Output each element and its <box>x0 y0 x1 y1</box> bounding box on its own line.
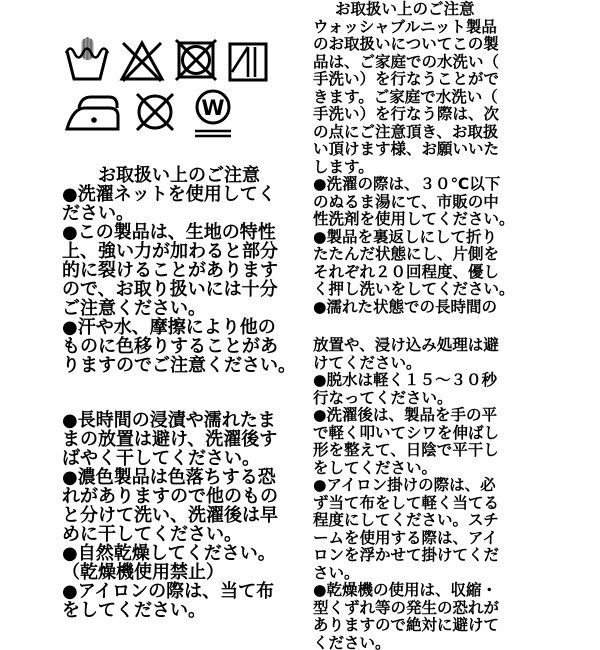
text-line: りますのでご注意ください。 <box>62 355 296 376</box>
text-line: ●洗濯の際は、３０℃以下 <box>313 175 501 193</box>
text-line: それぞれ２０回程度、優し <box>313 262 500 281</box>
text-line: ください。 <box>313 633 391 650</box>
do-not-tumble-dry-icon <box>174 36 218 84</box>
text-line: ●洗濯後は、製品を手の平 <box>313 406 498 424</box>
text-line: ご注意ください。 <box>62 298 206 319</box>
care-symbols-row-2 <box>64 88 269 138</box>
text-line: ありますので絶対に避けて <box>313 616 500 634</box>
text-line: 型くずれ等の発生の恐れが <box>313 598 500 617</box>
text-line: 手洗い）を行なう際は、次 <box>313 105 500 123</box>
text-line: のぬるま湯にて、市販の中 <box>313 192 499 211</box>
wet-cleaning-letter: W <box>201 96 225 120</box>
text-line: ●製品を裏返しにして折り <box>313 227 498 246</box>
text-line: ださい。 <box>62 203 134 224</box>
text-line: と分けて洗い、洗濯後は早 <box>62 505 278 526</box>
hand-wash-icon <box>64 36 110 84</box>
text-line: ームを使用する際は、アイ <box>313 528 498 547</box>
text-line: 性洗剤を使用してください。 <box>313 210 515 228</box>
text-line: で軽く叩いてシワを伸ばし <box>313 423 500 442</box>
do-not-dry-clean-icon <box>131 88 179 136</box>
text-line: く押し洗いをしてください。 <box>313 280 515 298</box>
left-column-block-1 <box>62 166 300 375</box>
care-symbols <box>64 36 269 138</box>
text-line: めに干してください。 <box>62 524 242 545</box>
care-symbols-row-1 <box>64 36 269 86</box>
text-line: 行なってください。 <box>313 388 453 407</box>
text-line: ●長時間の浸漬や濡れたま <box>62 410 276 431</box>
text-line: ●アイロンの際は、当て布 <box>62 581 275 602</box>
text-line: 手洗い）を行なうことがで <box>313 70 500 88</box>
drip-dry-in-shade-icon <box>227 36 269 84</box>
text-line: の点にご注意頂き、お取扱 <box>313 122 499 141</box>
text-line: ●濡れた状態での長時間の <box>313 297 498 316</box>
right-column-block-1 <box>313 1 535 316</box>
text-line: ●この製品は、生地の特性 <box>62 222 276 243</box>
left-column-heading: お取扱い上のご注意 <box>98 165 260 186</box>
text-line: ●アイロン掛けの際は、必 <box>313 476 496 494</box>
text-line: ●脱水は軽く１５～３０秒 <box>313 371 498 389</box>
text-line: します。 <box>313 157 374 176</box>
left-column-text-1 <box>62 185 300 375</box>
text-line: けてください。 <box>313 353 422 372</box>
text-line: をしてください。 <box>62 600 206 621</box>
do-not-bleach-icon <box>119 36 165 84</box>
right-column-block-2 <box>313 337 535 650</box>
text-line: ロンを浮かせて掛けてくだ <box>313 546 500 564</box>
text-line: ●乾燥機の使用は、収縮・ <box>313 581 498 599</box>
right-column-text-1 <box>313 19 535 317</box>
text-line: 放置や、浸け込み処理は避 <box>313 336 499 354</box>
text-line: 品は、ご家庭での水洗い（ <box>313 52 500 71</box>
text-line: い頂けます様、お願いいた <box>313 140 500 158</box>
left-column-block-2 <box>62 411 300 620</box>
text-line: 形を整えて、日陰で平干し <box>313 441 499 459</box>
text-line: ●自然乾燥してください。 <box>62 543 276 564</box>
text-line: まの放置は避け、洗濯後す <box>62 429 278 450</box>
text-line: たたんだ状態にし、片側を <box>313 245 500 263</box>
text-line: さい。 <box>313 563 360 582</box>
professional-wet-cleaning-icon <box>188 88 238 140</box>
text-line: きます。ご家庭で水洗い（ <box>313 87 498 106</box>
text-line: ●汗や水、摩擦により他の <box>62 317 276 338</box>
text-line: ものに色移りすることがあ <box>62 336 278 357</box>
text-line: れがありますので他のもの <box>62 486 278 507</box>
text-line: ので、お取り扱いには十分 <box>62 279 278 300</box>
text-line: 的に裂けることがあります <box>62 260 278 281</box>
right-column-heading: お取扱い上のご注意 <box>335 0 475 18</box>
text-line: のお取扱いについてこの製 <box>313 35 499 53</box>
text-line: ウォッシャブルニット製品 <box>313 17 497 36</box>
text-line: ●濃色製品は色落ちする恐 <box>62 467 276 488</box>
text-line: をしてください。 <box>313 458 438 477</box>
text-line: 程度にしてください。スチ <box>313 511 499 529</box>
text-line: （乾燥機使用禁止） <box>62 562 224 583</box>
text-line: ●洗濯ネットを使用してく <box>62 184 276 205</box>
iron-low-heat-icon <box>64 88 122 136</box>
text-line: ず当て布をして軽く当てる <box>313 493 500 512</box>
text-line: 上、強い力が加わると部分 <box>62 241 278 262</box>
text-line: ばやく干してください。 <box>62 448 260 469</box>
